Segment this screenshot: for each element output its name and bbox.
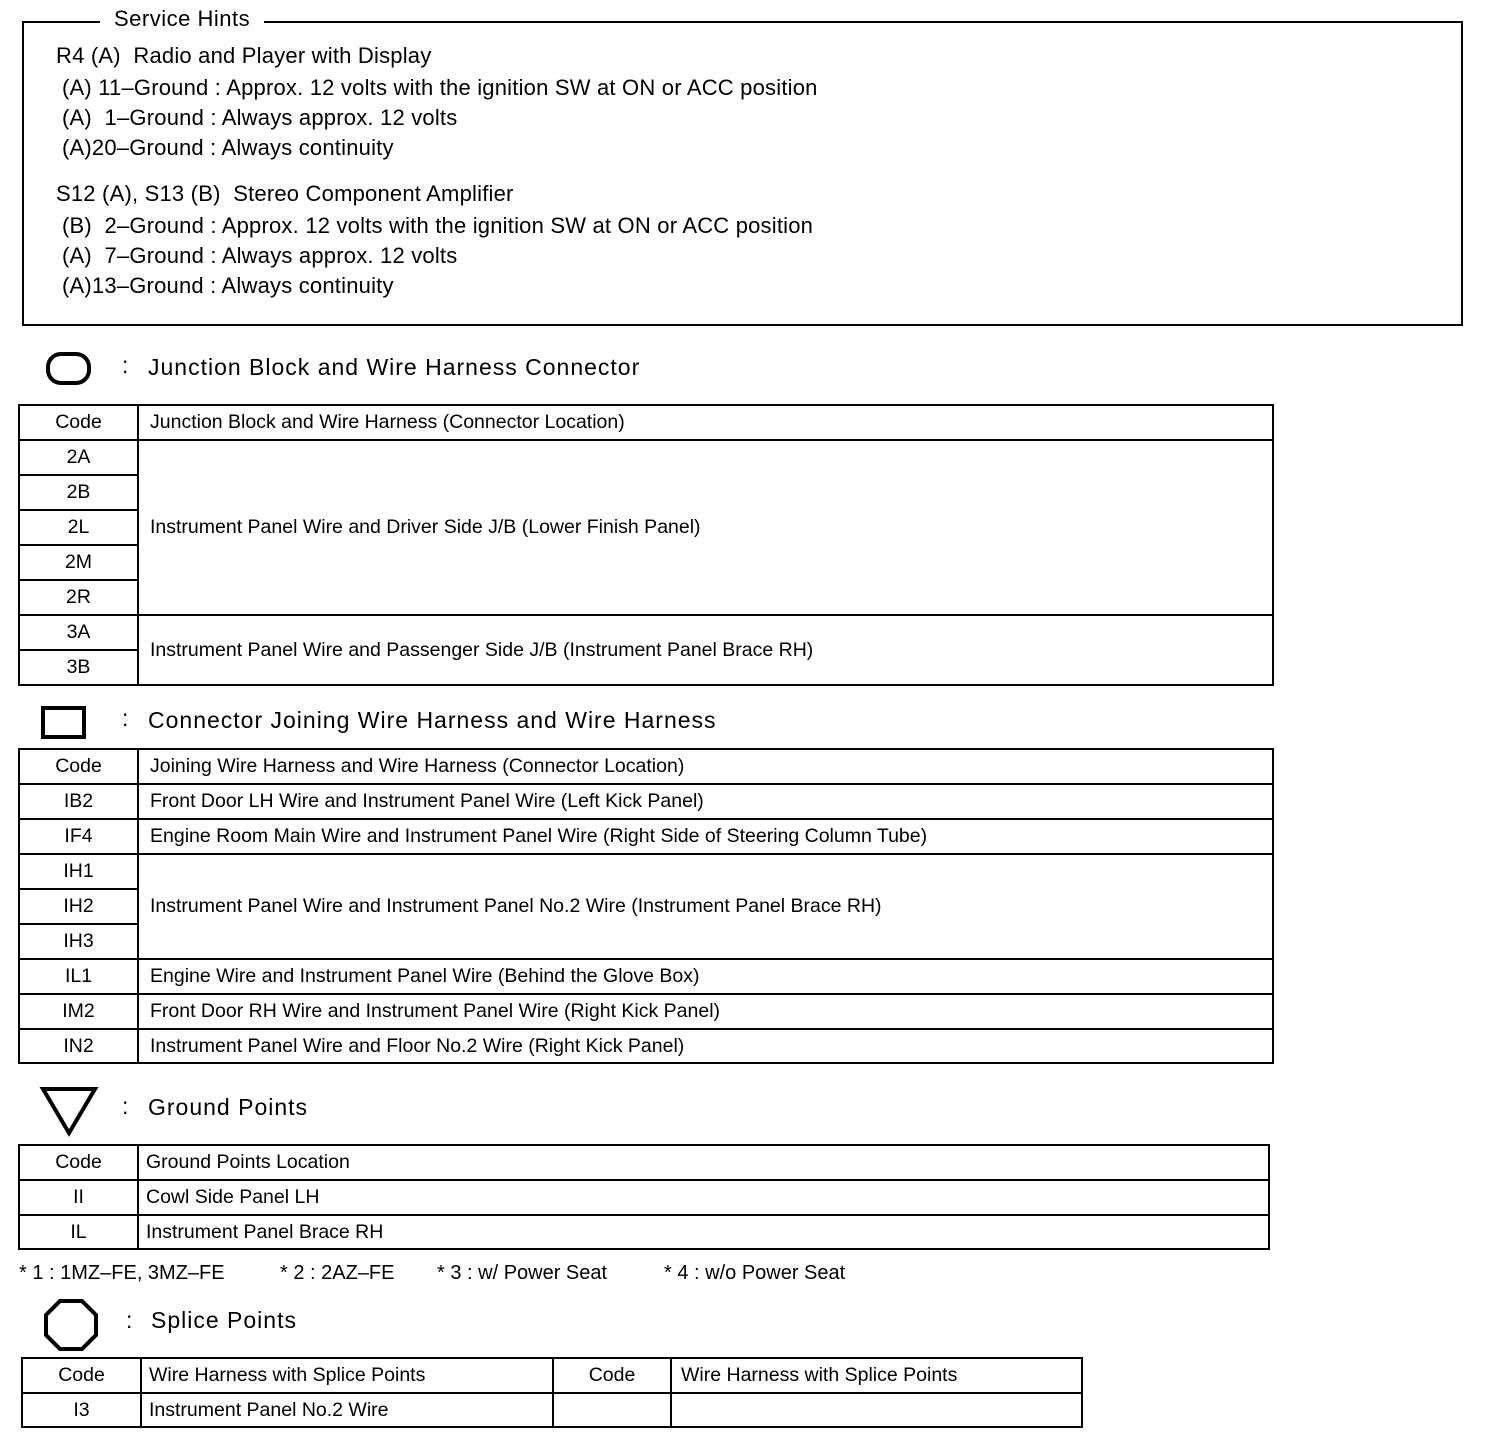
row-desc: Instrument Panel No.2 Wire: [141, 1393, 553, 1427]
table-row: [22, 1393, 1082, 1427]
header-code: Code: [19, 749, 138, 784]
row-code: 3A: [19, 615, 138, 650]
table-row: [19, 784, 1273, 819]
row-desc: Engine Room Main Wire and Instrument Panel Wire (Right Side of Steering Column Tube): [138, 819, 1273, 854]
row-code: IN2: [19, 1029, 138, 1063]
service-hints-title: Service Hints: [100, 6, 264, 32]
header-code: Code: [553, 1358, 671, 1393]
section-colon: :: [122, 1093, 129, 1119]
row-code: IH1: [19, 854, 138, 889]
footnote: * 1 : 1MZ–FE, 3MZ–FE: [19, 1262, 225, 1284]
section-colon: :: [122, 352, 129, 378]
hint-line: (A) 1–Ground : Always approx. 12 volts: [62, 105, 458, 130]
junction-section-heading: Junction Block and Wire Harness Connector: [148, 354, 641, 380]
table-row: [19, 1180, 1269, 1215]
table-header-row: [19, 749, 1273, 784]
table-row: [19, 819, 1273, 854]
hint-line: (A)20–Ground : Always continuity: [62, 135, 394, 160]
section-colon: :: [126, 1307, 133, 1333]
table-header-row: [19, 1145, 1269, 1180]
table-header-row: [19, 405, 1273, 440]
row-desc: Instrument Panel Wire and Driver Side J/B (Lower Finish Panel): [138, 440, 1273, 615]
table-row: [19, 994, 1273, 1029]
splice-section-heading: Splice Points: [151, 1307, 297, 1333]
splice-table: [21, 1357, 1083, 1428]
row-code: [553, 1393, 671, 1427]
footnote: * 2 : 2AZ–FE: [280, 1262, 395, 1284]
connector-table: [18, 748, 1274, 1064]
header-desc: Wire Harness with Splice Points: [671, 1358, 1082, 1393]
header-desc: Junction Block and Wire Harness (Connector Location): [138, 405, 1273, 440]
table-row: [19, 615, 1273, 650]
ground-section-heading: Ground Points: [148, 1094, 309, 1120]
table-header-row: [22, 1358, 1082, 1393]
triangle-down-icon: [40, 1086, 100, 1138]
row-desc: Instrument Panel Brace RH: [138, 1215, 1269, 1249]
hint-line: (A)13–Ground : Always continuity: [62, 273, 394, 298]
row-code: IL: [19, 1215, 138, 1249]
header-desc: Joining Wire Harness and Wire Harness (Connector Location): [138, 749, 1273, 784]
hint-group-heading: S12 (A), S13 (B) Stereo Component Amplifier: [56, 181, 514, 206]
ground-table: [18, 1144, 1270, 1250]
header-code: Code: [22, 1358, 141, 1393]
row-code: 3B: [19, 650, 138, 685]
hint-line: (B) 2–Ground : Approx. 12 volts with the ignition SW at ON or ACC position: [62, 213, 814, 238]
hint-group-heading: R4 (A) Radio and Player with Display: [56, 43, 432, 68]
row-code: 2B: [19, 475, 138, 510]
row-code: IB2: [19, 784, 138, 819]
rounded-rectangle-icon: [46, 352, 92, 386]
row-desc: Instrument Panel Wire and Passenger Side J/B (Instrument Panel Brace RH): [138, 615, 1273, 685]
row-code: 2M: [19, 545, 138, 580]
footnote: * 3 : w/ Power Seat: [437, 1262, 608, 1284]
hint-line: (A) 7–Ground : Always approx. 12 volts: [62, 243, 458, 268]
row-desc: Instrument Panel Wire and Floor No.2 Wire (Right Kick Panel): [138, 1029, 1273, 1063]
row-code: II: [19, 1180, 138, 1215]
table-row: [19, 959, 1273, 994]
row-desc: Front Door RH Wire and Instrument Panel Wire (Right Kick Panel): [138, 994, 1273, 1029]
octagon-icon: [43, 1298, 99, 1352]
row-code: 2R: [19, 580, 138, 615]
row-desc: [671, 1393, 1082, 1427]
header-desc: Ground Points Location: [138, 1145, 1269, 1180]
row-code: IH3: [19, 924, 138, 959]
row-desc: Cowl Side Panel LH: [138, 1180, 1269, 1215]
row-desc: Front Door LH Wire and Instrument Panel Wire (Left Kick Panel): [138, 784, 1273, 819]
table-row: [19, 854, 1273, 889]
row-desc: Instrument Panel Wire and Instrument Panel No.2 Wire (Instrument Panel Brace RH): [138, 854, 1273, 959]
row-code: IF4: [19, 819, 138, 854]
row-code: I3: [22, 1393, 141, 1427]
section-colon: :: [122, 705, 129, 731]
row-code: 2A: [19, 440, 138, 475]
header-code: Code: [19, 1145, 138, 1180]
row-code: IL1: [19, 959, 138, 994]
junction-table: [18, 404, 1274, 686]
hint-line: (A) 11–Ground : Approx. 12 volts with the ignition SW at ON or ACC position: [62, 75, 818, 100]
row-code: IM2: [19, 994, 138, 1029]
row-code: IH2: [19, 889, 138, 924]
header-desc: Wire Harness with Splice Points: [141, 1358, 553, 1393]
footnote: * 4 : w/o Power Seat: [664, 1262, 846, 1284]
header-code: Code: [19, 405, 138, 440]
row-desc: Engine Wire and Instrument Panel Wire (Behind the Glove Box): [138, 959, 1273, 994]
rectangle-icon: [41, 706, 87, 740]
table-row: [19, 1215, 1269, 1249]
table-row: [19, 1029, 1273, 1063]
table-row: [19, 440, 1273, 475]
connector-section-heading: Connector Joining Wire Harness and Wire Harness: [148, 707, 717, 733]
row-code: 2L: [19, 510, 138, 545]
